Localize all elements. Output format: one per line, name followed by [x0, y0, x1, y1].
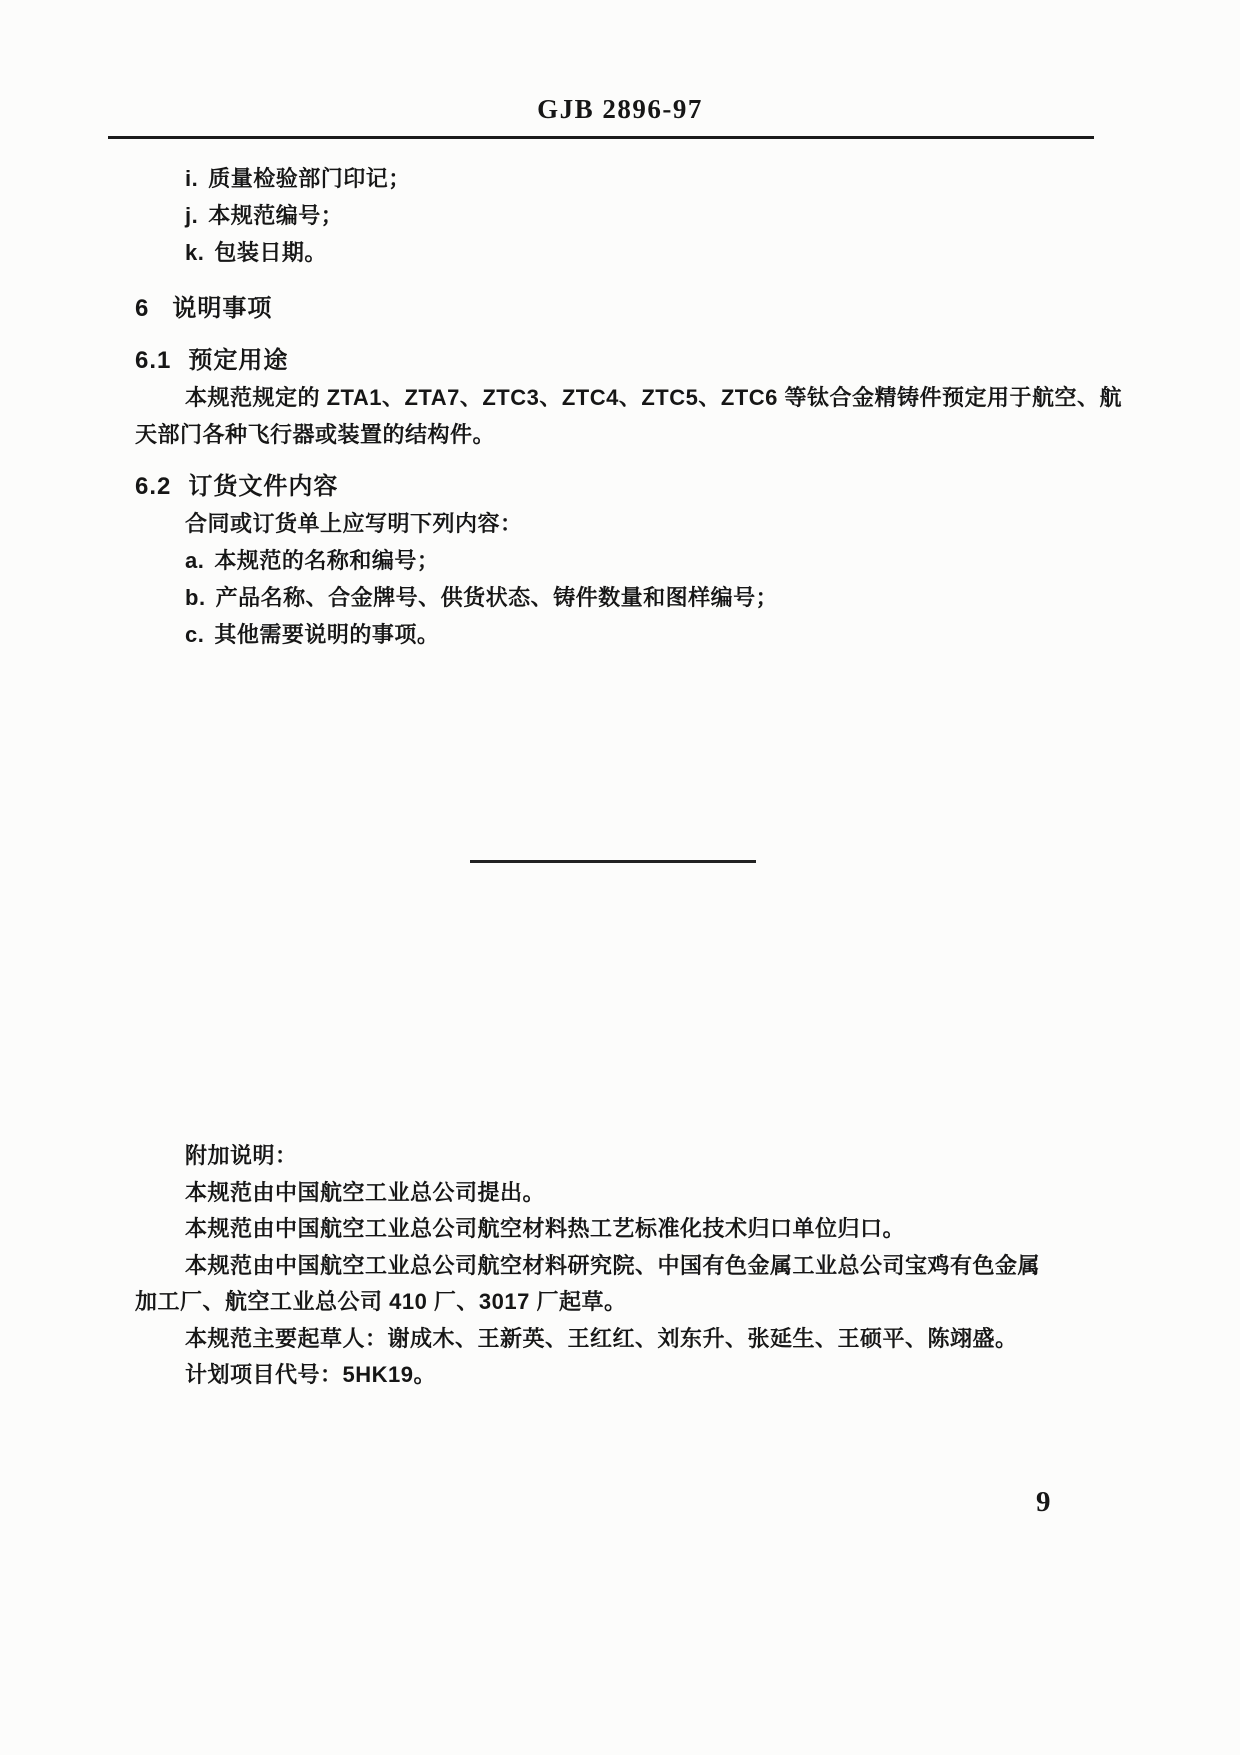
list-item	[135, 579, 1122, 616]
section-title: 说明事项	[172, 295, 273, 322]
separator-rule	[470, 860, 756, 863]
notes-line: 本规范主要起草人：谢成木、王新英、王红红、刘东升、张延生、王硕平、陈翊盛。	[185, 1325, 1018, 1351]
notes-line: 本规范由中国航空工业总公司航空材料热工艺标准化技术归口单位归口。	[185, 1216, 906, 1241]
list-item	[185, 160, 411, 197]
list-item-text: 包装日期。	[214, 240, 327, 265]
list-item-label: b.	[185, 585, 206, 610]
list-item-text: 产品名称、合金牌号、供货状态、铸件数量和图样编号；	[215, 585, 779, 610]
notes-line: 计划项目代号：5HK19。	[185, 1362, 436, 1387]
notes-line: 加工厂、航空工业总公司 410 厂、3017 厂起草。	[135, 1289, 627, 1314]
packing-marks-list	[185, 160, 411, 271]
page-number: 9	[1036, 1486, 1051, 1518]
section-number: 6.1	[135, 347, 172, 374]
notes-heading: 附加说明：	[185, 1143, 298, 1168]
list-item	[185, 197, 411, 234]
section-title: 预定用途	[188, 347, 289, 374]
section-6	[135, 290, 1122, 653]
section-number: 6.2	[135, 473, 172, 500]
list-item-label: k.	[185, 240, 205, 265]
section-6-1-heading	[135, 342, 1122, 379]
notes-line: 本规范由中国航空工业总公司提出。	[185, 1179, 546, 1205]
section-6-2-heading	[135, 468, 1122, 505]
list-item-label: i.	[185, 166, 199, 191]
section-6-heading	[135, 290, 1122, 327]
list-item	[135, 616, 1122, 653]
header-rule	[108, 136, 1094, 139]
notes-line: 本规范由中国航空工业总公司航空材料研究院、中国有色金属工业总公司宝鸡有色金属	[185, 1252, 1041, 1278]
section-number: 6	[135, 295, 150, 322]
list-item-text: 质量检验部门印记；	[208, 166, 411, 191]
list-item	[185, 234, 411, 271]
paragraph-line: 合同或订货单上应写明下列内容：	[185, 511, 523, 536]
list-item-text: 其他需要说明的事项。	[214, 622, 440, 647]
list-item-label: a.	[185, 548, 205, 573]
paragraph-line: 天部门各种飞行器或装置的结构件。	[135, 422, 496, 447]
doc-number: GJB 2896-97	[537, 94, 703, 124]
additional-notes	[135, 1138, 1040, 1394]
list-item-text: 本规范编号；	[208, 203, 344, 228]
list-item-label: c.	[185, 622, 205, 647]
paragraph-line: 本规范规定的 ZTA1、ZTA7、ZTC3、ZTC4、ZTC5、ZTC6 等钛合金精铸件预定用于航空、航	[185, 385, 1122, 410]
list-item-text: 本规范的名称和编号；	[214, 548, 440, 573]
list-item	[135, 542, 1122, 579]
section-title: 订货文件内容	[188, 473, 339, 500]
list-item-label: j.	[185, 203, 199, 228]
